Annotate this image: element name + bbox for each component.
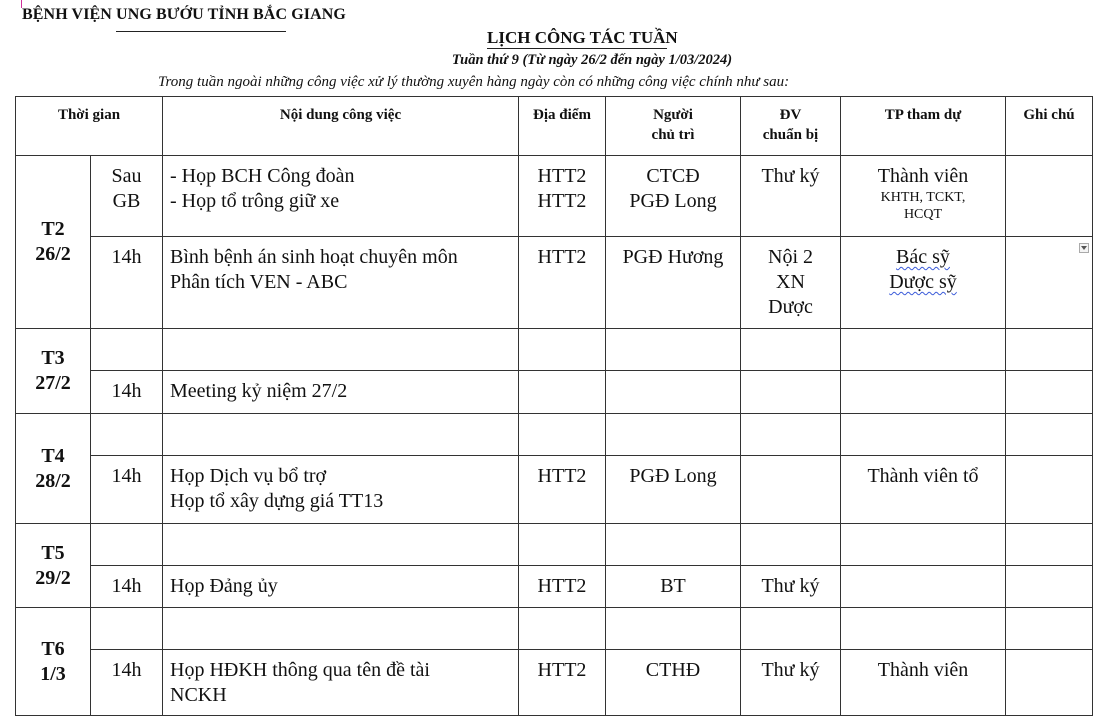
time-line: 14h [111, 380, 142, 402]
col-header-notes [1006, 97, 1093, 156]
prep-cell [741, 371, 841, 414]
day-cell-t2 [16, 156, 91, 329]
prep-cell [741, 414, 841, 456]
day-label: T5 [41, 541, 65, 564]
table-row [16, 237, 1093, 329]
content-line: Phân tích VEN - ABC [170, 271, 348, 293]
col-header-host [606, 97, 741, 156]
content-line: Meeting kỷ niệm 27/2 [170, 380, 348, 402]
notes-cell [1006, 156, 1093, 237]
notes-cell [1006, 524, 1093, 566]
col-header-content-label: Nội dung công việc [279, 107, 402, 123]
attendees-line: Thành viên [877, 659, 969, 681]
host-cell [606, 650, 741, 716]
time-line: 14h [111, 575, 142, 597]
host-cell [606, 524, 741, 566]
location-cell [519, 524, 606, 566]
location-line: HTT2 [537, 575, 587, 597]
day-date: 29/2 [35, 566, 71, 589]
prep-line: Dược [768, 296, 813, 318]
location-line: HTT2 [537, 659, 587, 681]
host-cell [606, 371, 741, 414]
schedule-table [15, 96, 1093, 716]
host-cell [606, 456, 741, 524]
host-cell [606, 608, 741, 650]
host-cell [606, 566, 741, 608]
prep-cell [741, 524, 841, 566]
col-header-attendees-label: TP tham dự [884, 107, 962, 123]
attendees-line: Thành viên [877, 165, 969, 187]
time-cell [91, 566, 163, 608]
content-cell [163, 524, 519, 566]
hospital-name: BỆNH VIỆN UNG BƯỚU TỈNH BẮC GIANG [22, 6, 346, 23]
time-cell [91, 414, 163, 456]
content-line: Họp tổ xây dựng giá TT13 [170, 490, 384, 512]
attendees-cell [841, 371, 1006, 414]
location-line: HTT2 [537, 246, 587, 268]
content-line: NCKH [170, 684, 227, 706]
time-line: 14h [111, 246, 142, 268]
attendees-line: Thành viên tổ [867, 465, 979, 487]
day-cell-t4 [16, 414, 91, 524]
title-underline [487, 48, 667, 49]
location-line: HTT2 [537, 165, 587, 187]
notes-cell [1006, 414, 1093, 456]
time-cell [91, 329, 163, 371]
location-cell [519, 650, 606, 716]
host-cell [606, 329, 741, 371]
col-header-host-line2: chủ trì [651, 127, 695, 143]
prep-line: Thư ký [761, 659, 820, 681]
col-header-prep-line2: chuẩn bị [762, 127, 819, 143]
time-cell [91, 456, 163, 524]
host-line: PGĐ Hương [622, 246, 724, 268]
table-row [16, 156, 1093, 237]
prep-cell [741, 608, 841, 650]
notes-cell [1006, 566, 1093, 608]
day-date: 26/2 [35, 243, 71, 265]
notes-cell [1006, 456, 1093, 524]
content-cell [163, 329, 519, 371]
col-header-prep-line1: ĐV [779, 107, 802, 123]
col-header-host-line1: Người [653, 107, 693, 123]
attendees-cell [841, 456, 1006, 524]
col-header-time-label: Thời gian [57, 107, 121, 123]
col-header-attendees [841, 97, 1006, 156]
host-cell [606, 156, 741, 237]
host-line: PGĐ Long [629, 190, 717, 212]
attendees-cell [841, 524, 1006, 566]
prep-cell [741, 237, 841, 329]
host-line: CTCĐ [646, 165, 700, 187]
location-cell [519, 608, 606, 650]
day-label: T2 [41, 218, 65, 240]
location-cell [519, 371, 606, 414]
table-row [16, 650, 1093, 716]
content-cell [163, 566, 519, 608]
attendees-cell [841, 237, 1006, 329]
location-cell [519, 237, 606, 329]
prep-cell [741, 566, 841, 608]
location-line: HTT2 [537, 465, 587, 487]
notes-cell [1006, 329, 1093, 371]
content-cell [163, 456, 519, 524]
time-cell [91, 237, 163, 329]
time-cell [91, 156, 163, 237]
location-cell [519, 156, 606, 237]
notes-cell [1006, 650, 1093, 716]
attendees-cell [841, 566, 1006, 608]
attendees-cell [841, 650, 1006, 716]
notes-cell [1006, 371, 1093, 414]
time-cell [91, 371, 163, 414]
host-line: CTHĐ [645, 659, 701, 681]
content-line: - Họp tổ trông giữ xe [170, 190, 340, 212]
table-row [16, 566, 1093, 608]
location-cell [519, 414, 606, 456]
col-header-prep [741, 97, 841, 156]
content-cell [163, 371, 519, 414]
day-date: 1/3 [40, 662, 66, 685]
col-header-notes-label: Ghi chú [1023, 107, 1075, 123]
content-line: - Họp BCH Công đoàn [170, 165, 355, 187]
hospital-underline [116, 31, 286, 32]
time-line: 14h [111, 465, 142, 487]
prep-line: Thư ký [761, 575, 820, 597]
day-date: 27/2 [35, 372, 71, 394]
table-row [16, 524, 1093, 566]
content-cell [163, 237, 519, 329]
attendees-cell [841, 329, 1006, 371]
attendees-line: Dược sỹ [889, 271, 957, 293]
table-row [16, 456, 1093, 524]
prep-cell [741, 650, 841, 716]
day-date: 28/2 [35, 469, 71, 492]
attendees-line: Bác sỹ [896, 246, 950, 268]
attendees-cell [841, 414, 1006, 456]
location-cell [519, 329, 606, 371]
col-header-time [16, 97, 163, 156]
prep-line: Nội 2 [768, 246, 813, 268]
content-line: Họp Đảng ủy [170, 575, 278, 597]
header-row [16, 97, 1093, 156]
time-cell [91, 650, 163, 716]
host-line: BT [660, 575, 686, 597]
prep-cell [741, 456, 841, 524]
day-cell-t6 [16, 608, 91, 716]
day-label: T6 [41, 637, 65, 660]
intro-text: Trong tuần ngoài những công việc xử lý thường xuyên hàng ngày còn có những công việc chính như sau: [158, 74, 790, 90]
attendees-detail-line: KHTH, TCKT, [880, 190, 966, 205]
location-line: HTT2 [537, 190, 587, 212]
week-subtitle: Tuần thứ 9 (Từ ngày 26/2 đến ngày 1/03/2024) [451, 52, 733, 68]
time-cell [91, 608, 163, 650]
table-row [16, 414, 1093, 456]
time-line: Sau [111, 165, 142, 187]
prep-line: Thư ký [761, 165, 820, 187]
prep-cell [741, 329, 841, 371]
content-cell [163, 608, 519, 650]
notes-cell [1006, 608, 1093, 650]
page-title: LỊCH CÔNG TÁC TUẦN [487, 28, 678, 47]
table-row [16, 371, 1093, 414]
day-cell-t3 [16, 329, 91, 414]
day-label: T4 [41, 444, 65, 467]
prep-cell [741, 156, 841, 237]
content-line: Bình bệnh án sinh hoạt chuyên môn [170, 246, 458, 268]
location-cell [519, 456, 606, 524]
attendees-cell [841, 608, 1006, 650]
table-row [16, 608, 1093, 650]
host-cell [606, 414, 741, 456]
location-cell [519, 566, 606, 608]
content-line: Họp Dịch vụ bổ trợ [170, 465, 327, 487]
time-line: GB [112, 190, 141, 212]
notes-cell [1006, 237, 1093, 329]
host-cell [606, 237, 741, 329]
attendees-detail-line: HCQT [903, 207, 943, 222]
content-cell [163, 650, 519, 716]
prep-line: XN [776, 271, 805, 293]
day-label: T3 [41, 347, 65, 369]
content-cell [163, 156, 519, 237]
time-line: 14h [111, 659, 142, 681]
col-header-content [163, 97, 519, 156]
day-cell-t5 [16, 524, 91, 608]
col-header-location-label: Địa điểm [533, 107, 591, 123]
content-line: Họp HĐKH thông qua tên đề tài [170, 659, 430, 681]
table-row [16, 329, 1093, 371]
host-line: PGĐ Long [629, 465, 717, 487]
dropdown-arrow-icon[interactable] [1079, 243, 1089, 253]
time-cell [91, 524, 163, 566]
attendees-cell [841, 156, 1006, 237]
col-header-location [519, 97, 606, 156]
content-cell [163, 414, 519, 456]
